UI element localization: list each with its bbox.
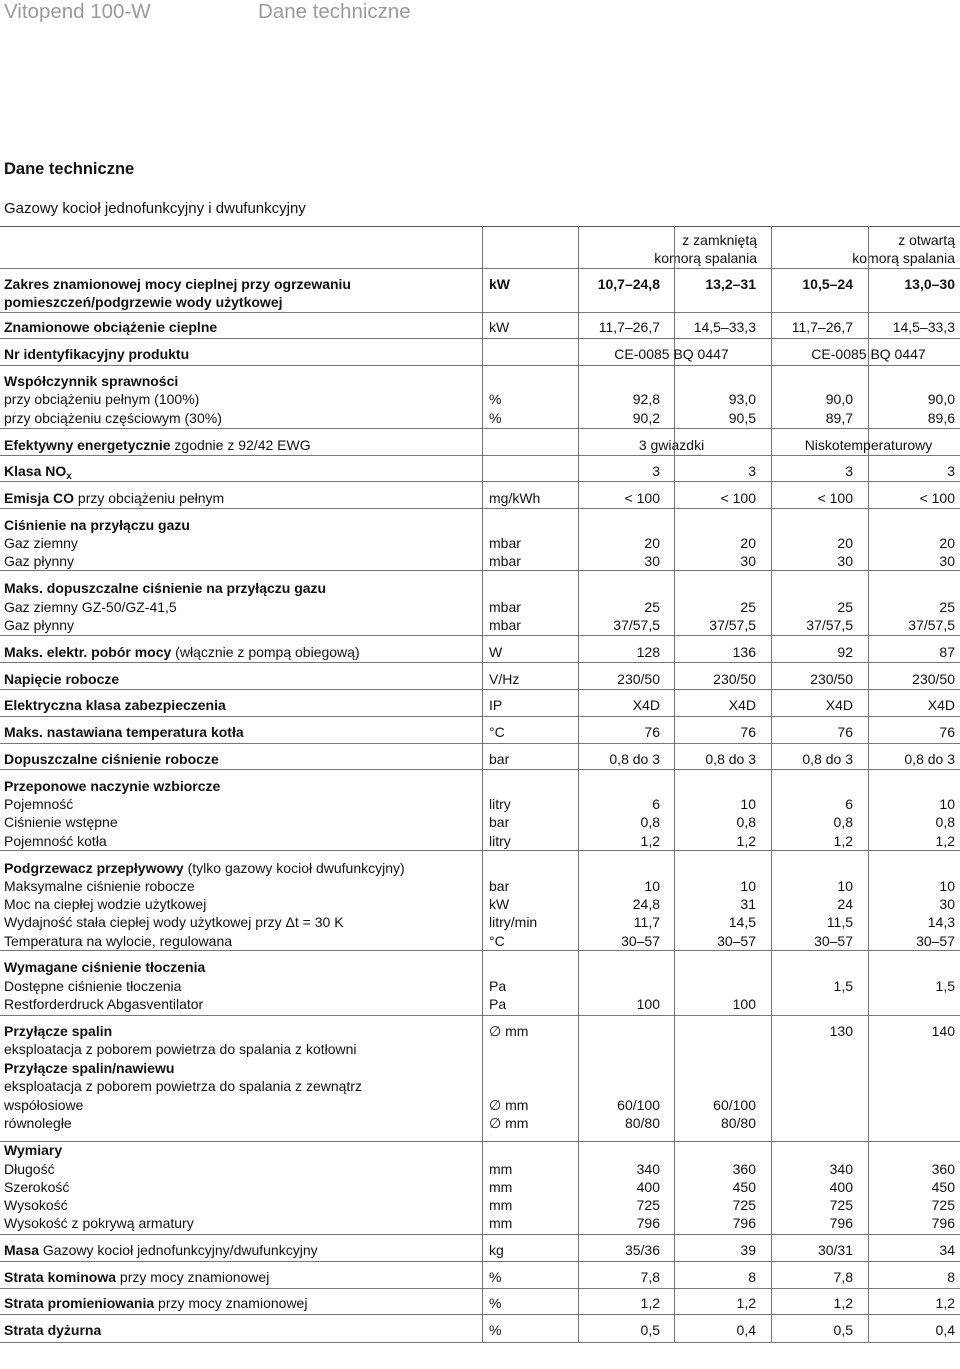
- row-value: 20: [740, 535, 756, 551]
- row-label-rest: przy mocy znamionowej: [116, 1269, 270, 1285]
- row-label: Maks. nastawiana temperatura kotła: [4, 724, 244, 740]
- row-unit: mm: [489, 1161, 513, 1177]
- row-label: Wymagane ciśnienie tłoczenia: [4, 959, 206, 975]
- row-unit: mbar: [489, 553, 521, 569]
- row-label-rest: (tylko gazowy kocioł dwufunkcyjny): [183, 860, 405, 876]
- row-unit: %: [489, 391, 502, 407]
- table-rule: [0, 635, 960, 636]
- row-unit: ∅ mm: [489, 1023, 529, 1039]
- row-label: Nr identyfikacyjny produktu: [4, 346, 190, 362]
- row-unit: mbar: [489, 599, 521, 615]
- row-value: 90,2: [632, 410, 660, 426]
- table-rule: [0, 662, 960, 663]
- row-value: 25: [837, 599, 853, 615]
- row-unit: mbar: [489, 617, 521, 633]
- row-label: Wysokość: [4, 1197, 68, 1213]
- row-unit: kg: [489, 1242, 504, 1258]
- row-unit: V/Hz: [489, 671, 520, 687]
- column-group-open-line2: komorą spalania: [852, 250, 955, 266]
- row-value: 0,8: [640, 814, 660, 830]
- table-rule: [0, 481, 960, 482]
- row-label: Przyłącze spalin: [4, 1023, 113, 1039]
- row-value: 30/31: [817, 1242, 853, 1258]
- row-value: 796: [732, 1215, 756, 1231]
- row-value: 30: [740, 553, 756, 569]
- table-rule: [0, 312, 960, 313]
- row-value: 90,0: [927, 391, 955, 407]
- row-value: 450: [931, 1179, 955, 1195]
- row-label: pomieszczeń/podgrzewie wody użytkowej: [4, 294, 283, 310]
- row-value: 76: [740, 724, 756, 740]
- row-value: 128: [636, 644, 660, 660]
- row-value: 10,5–24: [802, 276, 853, 292]
- table-rule: [0, 1261, 960, 1262]
- row-label: Moc na ciepłej wodzie użytkowej: [4, 896, 207, 912]
- row-label: Ciśnienie na przyłączu gazu: [4, 517, 190, 533]
- row-label-subscript: x: [66, 471, 72, 482]
- row-value: 230/50: [713, 671, 756, 687]
- row-value: 87: [939, 644, 955, 660]
- row-label: [4, 436, 311, 454]
- row-value: 725: [732, 1197, 756, 1213]
- row-label: Maksymalne ciśnienie robocze: [4, 878, 195, 894]
- row-value: X4D: [927, 697, 955, 713]
- row-unit: litry/min: [489, 914, 538, 930]
- row-unit: %: [489, 410, 502, 426]
- row-unit: °C: [489, 724, 505, 740]
- row-value: 20: [837, 535, 853, 551]
- row-label: [4, 462, 72, 486]
- row-value: 35/36: [624, 1242, 660, 1258]
- row-value: 3: [652, 463, 660, 479]
- row-value: 1,2: [640, 833, 660, 849]
- row-label: Wysokość z pokrywą armatury: [4, 1215, 194, 1231]
- row-label: eksploatacja z poborem powietrza do spalania z kotłowni: [4, 1041, 357, 1057]
- row-unit: W: [489, 644, 503, 660]
- row-value: 37/57,5: [908, 617, 955, 633]
- row-label: [4, 1241, 318, 1259]
- row-unit: °C: [489, 933, 505, 949]
- table-rule: [0, 1314, 960, 1315]
- row-label: Maks. dopuszczalne ciśnienie na przyłączu gazu: [4, 580, 327, 596]
- row-value: 1,2: [935, 1295, 955, 1311]
- row-span-value: CE-0085 BQ 0447: [811, 346, 926, 362]
- row-value: 796: [829, 1215, 853, 1231]
- row-value: 8: [748, 1269, 756, 1285]
- row-label: Zakres znamionowej mocy cieplnej przy ogrzewaniu: [4, 276, 351, 292]
- row-value: 90,5: [728, 410, 756, 426]
- row-value: 14,5: [728, 914, 756, 930]
- row-value: 10,7–24,8: [597, 276, 660, 292]
- row-value: 0,8: [935, 814, 955, 830]
- row-value: 30–57: [621, 933, 660, 949]
- row-unit: %: [489, 1322, 502, 1338]
- row-label: Gaz ziemny: [4, 535, 78, 551]
- row-unit: bar: [489, 751, 510, 767]
- row-value: 30: [939, 553, 955, 569]
- row-value: 3: [947, 463, 955, 479]
- row-value: 725: [636, 1197, 660, 1213]
- row-label: Pojemność kotła: [4, 833, 107, 849]
- row-unit: Pa: [489, 996, 507, 1012]
- row-label: Współczynnik sprawności: [4, 373, 179, 389]
- row-value: 100: [732, 996, 756, 1012]
- row-value: 450: [732, 1179, 756, 1195]
- row-label: Przyłącze spalin/nawiewu: [4, 1060, 175, 1076]
- row-value: 80/80: [720, 1115, 756, 1131]
- row-label: Gaz płynny: [4, 553, 75, 569]
- row-label-rest: zgodnie z 92/42 EWG: [170, 437, 311, 453]
- row-label-rest: Gazowy kocioł jednofunkcyjny/dwufunkcyjny: [39, 1242, 318, 1258]
- row-value: 10: [837, 878, 853, 894]
- row-value: 20: [939, 535, 955, 551]
- table-rule: [0, 365, 960, 366]
- row-value: 360: [732, 1161, 756, 1177]
- row-value: 796: [636, 1215, 660, 1231]
- row-value: X4D: [632, 697, 660, 713]
- row-label: [4, 1268, 269, 1286]
- row-value: 1,2: [833, 1295, 853, 1311]
- row-value: 1,2: [736, 833, 756, 849]
- row-value: 8: [947, 1269, 955, 1285]
- row-value: 30–57: [916, 933, 955, 949]
- row-value: 7,8: [833, 1269, 853, 1285]
- column-group-closed-line1: z zamkniętą: [682, 232, 757, 248]
- row-value: 3: [845, 463, 853, 479]
- row-label-bold: Klasa NO: [4, 463, 67, 479]
- row-value: 76: [939, 724, 955, 740]
- row-label: eksploatacja z poborem powietrza do spalania z zewnątrz: [4, 1078, 362, 1094]
- table-rule: [0, 716, 960, 717]
- row-value: 25: [740, 599, 756, 615]
- row-value: 37/57,5: [806, 617, 853, 633]
- row-value: 20: [644, 535, 660, 551]
- row-value: 37/57,5: [613, 617, 660, 633]
- row-value: 230/50: [912, 671, 955, 687]
- row-value: 140: [931, 1023, 955, 1039]
- row-value: 24: [837, 896, 853, 912]
- row-value: 10: [644, 878, 660, 894]
- row-unit: IP: [489, 697, 503, 713]
- row-value: 14,5–33,3: [892, 319, 955, 335]
- table-rule: [0, 428, 960, 429]
- row-value: 14,5–33,3: [693, 319, 756, 335]
- row-span-value: CE-0085 BQ 0447: [614, 346, 729, 362]
- row-value: X4D: [728, 697, 756, 713]
- row-value: 0,8 do 3: [705, 751, 756, 767]
- table-rule: [0, 689, 960, 690]
- row-label-bold: Emisja CO: [4, 490, 75, 506]
- column-divider: [482, 226, 483, 1342]
- row-label: Dostępne ciśnienie tłoczenia: [4, 978, 182, 994]
- row-unit: kW: [489, 896, 510, 912]
- row-label-rest: przy obciążeniu pełnym: [74, 490, 225, 506]
- row-unit: %: [489, 1269, 502, 1285]
- row-value: 100: [636, 996, 660, 1012]
- row-value: 92: [837, 644, 853, 660]
- row-value: 89,7: [825, 410, 853, 426]
- row-value: 10: [740, 796, 756, 812]
- row-value: 136: [732, 644, 756, 660]
- row-label: przy obciążeniu pełnym (100%): [4, 391, 200, 407]
- row-span-value: 3 gwiazdki: [638, 437, 705, 453]
- row-value: 76: [644, 724, 660, 740]
- column-divider: [771, 226, 772, 1342]
- row-unit: bar: [489, 878, 510, 894]
- row-label: Pojemność: [4, 796, 74, 812]
- row-value: 796: [931, 1215, 955, 1231]
- row-value: 39: [740, 1242, 756, 1258]
- row-value: 13,2–31: [705, 276, 756, 292]
- row-label: Długość: [4, 1161, 55, 1177]
- row-value: 1,2: [736, 1295, 756, 1311]
- table-rule: [0, 850, 960, 851]
- table-rule: [0, 570, 960, 571]
- row-unit: %: [489, 1295, 502, 1311]
- row-value: X4D: [825, 697, 853, 713]
- row-value: 3: [748, 463, 756, 479]
- row-label-bold: Strata promieniowania: [4, 1295, 155, 1311]
- row-label: przy obciążeniu częściowym (30%): [4, 410, 222, 426]
- table-rule: [0, 743, 960, 744]
- row-value: 1,5: [833, 978, 853, 994]
- column-divider: [578, 226, 579, 1342]
- table-rule: [0, 1342, 960, 1343]
- row-value: 1,2: [833, 833, 853, 849]
- row-label: Przeponowe naczynie wzbiorcze: [4, 778, 221, 794]
- row-value: 11,7: [633, 914, 660, 930]
- table-rule: [0, 455, 960, 456]
- row-value: 80/80: [624, 1115, 660, 1131]
- row-value: 400: [636, 1179, 660, 1195]
- row-label: Znamionowe obciążenie cieplne: [4, 319, 218, 335]
- row-value: 25: [644, 599, 660, 615]
- header-section: Dane techniczne: [258, 0, 411, 23]
- row-label: Elektryczna klasa zabezpieczenia: [4, 697, 226, 713]
- row-value: 0,8 do 3: [904, 751, 955, 767]
- row-value: 30: [939, 896, 955, 912]
- row-label: Temperatura na wylocie, regulowana: [4, 933, 233, 949]
- row-label-bold: Podgrzewacz przepływowy: [4, 860, 184, 876]
- row-value: 1,2: [640, 1295, 660, 1311]
- row-label: Napięcie robocze: [4, 671, 120, 687]
- row-value: 60/100: [713, 1097, 756, 1113]
- row-value: 0,8 do 3: [609, 751, 660, 767]
- row-value: 0,4: [935, 1322, 955, 1338]
- row-label-bold: Efektywny energetycznie: [4, 437, 171, 453]
- row-value: 130: [829, 1023, 853, 1039]
- row-value: 11,7–26,7: [791, 319, 853, 335]
- row-label: Wymiary: [4, 1142, 63, 1158]
- row-value: < 100: [817, 490, 853, 506]
- column-divider: [868, 226, 869, 1342]
- row-value: 6: [652, 796, 660, 812]
- table-subtitle: Gazowy kocioł jednofunkcyjny i dwufunkcyjny: [4, 200, 306, 217]
- row-unit: kW: [489, 319, 510, 335]
- row-value: 30–57: [814, 933, 853, 949]
- row-unit: mm: [489, 1179, 513, 1195]
- table-rule: [0, 1141, 960, 1142]
- row-value: 1,2: [935, 833, 955, 849]
- row-label: Wydajność stała ciepłej wody użytkowej przy Δt = 30 K: [4, 914, 344, 930]
- row-value: 90,0: [825, 391, 853, 407]
- row-value: 0,8: [833, 814, 853, 830]
- column-group-closed-line2: komorą spalania: [654, 250, 757, 266]
- row-value: 10: [939, 878, 955, 894]
- row-unit: litry: [489, 833, 511, 849]
- row-value: 13,0–30: [904, 276, 955, 292]
- row-unit: mm: [489, 1197, 513, 1213]
- column-divider: [674, 226, 675, 1342]
- row-value: 37/57,5: [709, 617, 756, 633]
- row-value: 92,8: [632, 391, 660, 407]
- row-label-rest: przy mocy znamionowej: [154, 1295, 308, 1311]
- row-value: 11,5: [826, 914, 853, 930]
- row-unit: bar: [489, 814, 510, 830]
- row-unit: Pa: [489, 978, 507, 994]
- row-value: 6: [845, 796, 853, 812]
- table-rule: [0, 268, 960, 269]
- row-value: 230/50: [810, 671, 853, 687]
- row-value: 0,8: [736, 814, 756, 830]
- row-label: [4, 643, 360, 661]
- row-label: [4, 489, 224, 507]
- row-value: 25: [939, 599, 955, 615]
- row-value: 11,7–26,7: [598, 319, 660, 335]
- row-value: 0,8 do 3: [802, 751, 853, 767]
- table-rule: [0, 950, 960, 951]
- row-value: 24,8: [632, 896, 660, 912]
- row-value: 30: [837, 553, 853, 569]
- row-value: 0,5: [833, 1322, 853, 1338]
- table-rule: [0, 338, 960, 339]
- row-label: Gaz płynny: [4, 617, 75, 633]
- row-label-bold: Masa: [4, 1242, 40, 1258]
- running-header: [4, 0, 411, 24]
- row-unit: mm: [489, 1215, 513, 1231]
- row-span-value: Niskotemperaturowy: [804, 437, 933, 453]
- row-label: Strata dyżurna: [4, 1322, 102, 1338]
- row-label: równoległe: [4, 1115, 72, 1131]
- row-value: 10: [740, 878, 756, 894]
- row-value: 340: [636, 1161, 660, 1177]
- row-value: < 100: [720, 490, 756, 506]
- row-value: 230/50: [617, 671, 660, 687]
- row-value: < 100: [624, 490, 660, 506]
- row-value: 340: [829, 1161, 853, 1177]
- row-label: [4, 859, 405, 877]
- row-unit: ∅ mm: [489, 1115, 529, 1131]
- row-unit: litry: [489, 796, 511, 812]
- row-value: 725: [829, 1197, 853, 1213]
- row-label: [4, 1294, 307, 1312]
- row-label: Szerokość: [4, 1179, 70, 1195]
- header-product: Vitopend 100-W: [4, 0, 151, 23]
- row-value: 360: [931, 1161, 955, 1177]
- row-value: 0,5: [640, 1322, 660, 1338]
- row-unit: mg/kWh: [489, 490, 541, 506]
- row-label-bold: Maks. elektr. pobór mocy: [4, 644, 172, 660]
- row-value: 1,5: [935, 978, 955, 994]
- page-title: Dane techniczne: [4, 160, 135, 178]
- row-value: 725: [931, 1197, 955, 1213]
- row-value: 0,4: [736, 1322, 756, 1338]
- row-value: 76: [837, 724, 853, 740]
- row-unit: ∅ mm: [489, 1097, 529, 1113]
- table-rule: [0, 1234, 960, 1235]
- table-rule: [0, 769, 960, 770]
- table-rule: [0, 226, 960, 227]
- table-rule: [0, 1288, 960, 1289]
- row-value: 30: [644, 553, 660, 569]
- row-value: 60/100: [617, 1097, 660, 1113]
- row-value: 7,8: [640, 1269, 660, 1285]
- row-label-rest: (włącznie z pompą obiegową): [171, 644, 360, 660]
- table-rule: [0, 508, 960, 509]
- row-value: 31: [740, 896, 756, 912]
- row-value: 14,3: [927, 914, 955, 930]
- row-label: Restforderdruck Abgasventilator: [4, 996, 204, 1012]
- row-unit: kW: [489, 276, 510, 292]
- row-label: Ciśnienie wstępne: [4, 814, 118, 830]
- column-group-open-line1: z otwartą: [898, 232, 955, 248]
- row-label: Gaz ziemny GZ-50/GZ-41,5: [4, 599, 177, 615]
- row-label: współosiowe: [4, 1097, 84, 1113]
- row-label-bold: Strata kominowa: [4, 1269, 117, 1285]
- row-value: 10: [939, 796, 955, 812]
- row-label: Dopuszczalne ciśnienie robocze: [4, 751, 219, 767]
- row-value: < 100: [919, 490, 955, 506]
- row-value: 30–57: [717, 933, 756, 949]
- row-value: 34: [939, 1242, 955, 1258]
- table-rule: [0, 1015, 960, 1016]
- row-value: 89,6: [927, 410, 955, 426]
- row-value: 400: [829, 1179, 853, 1195]
- row-value: 93,0: [728, 391, 756, 407]
- row-unit: mbar: [489, 535, 521, 551]
